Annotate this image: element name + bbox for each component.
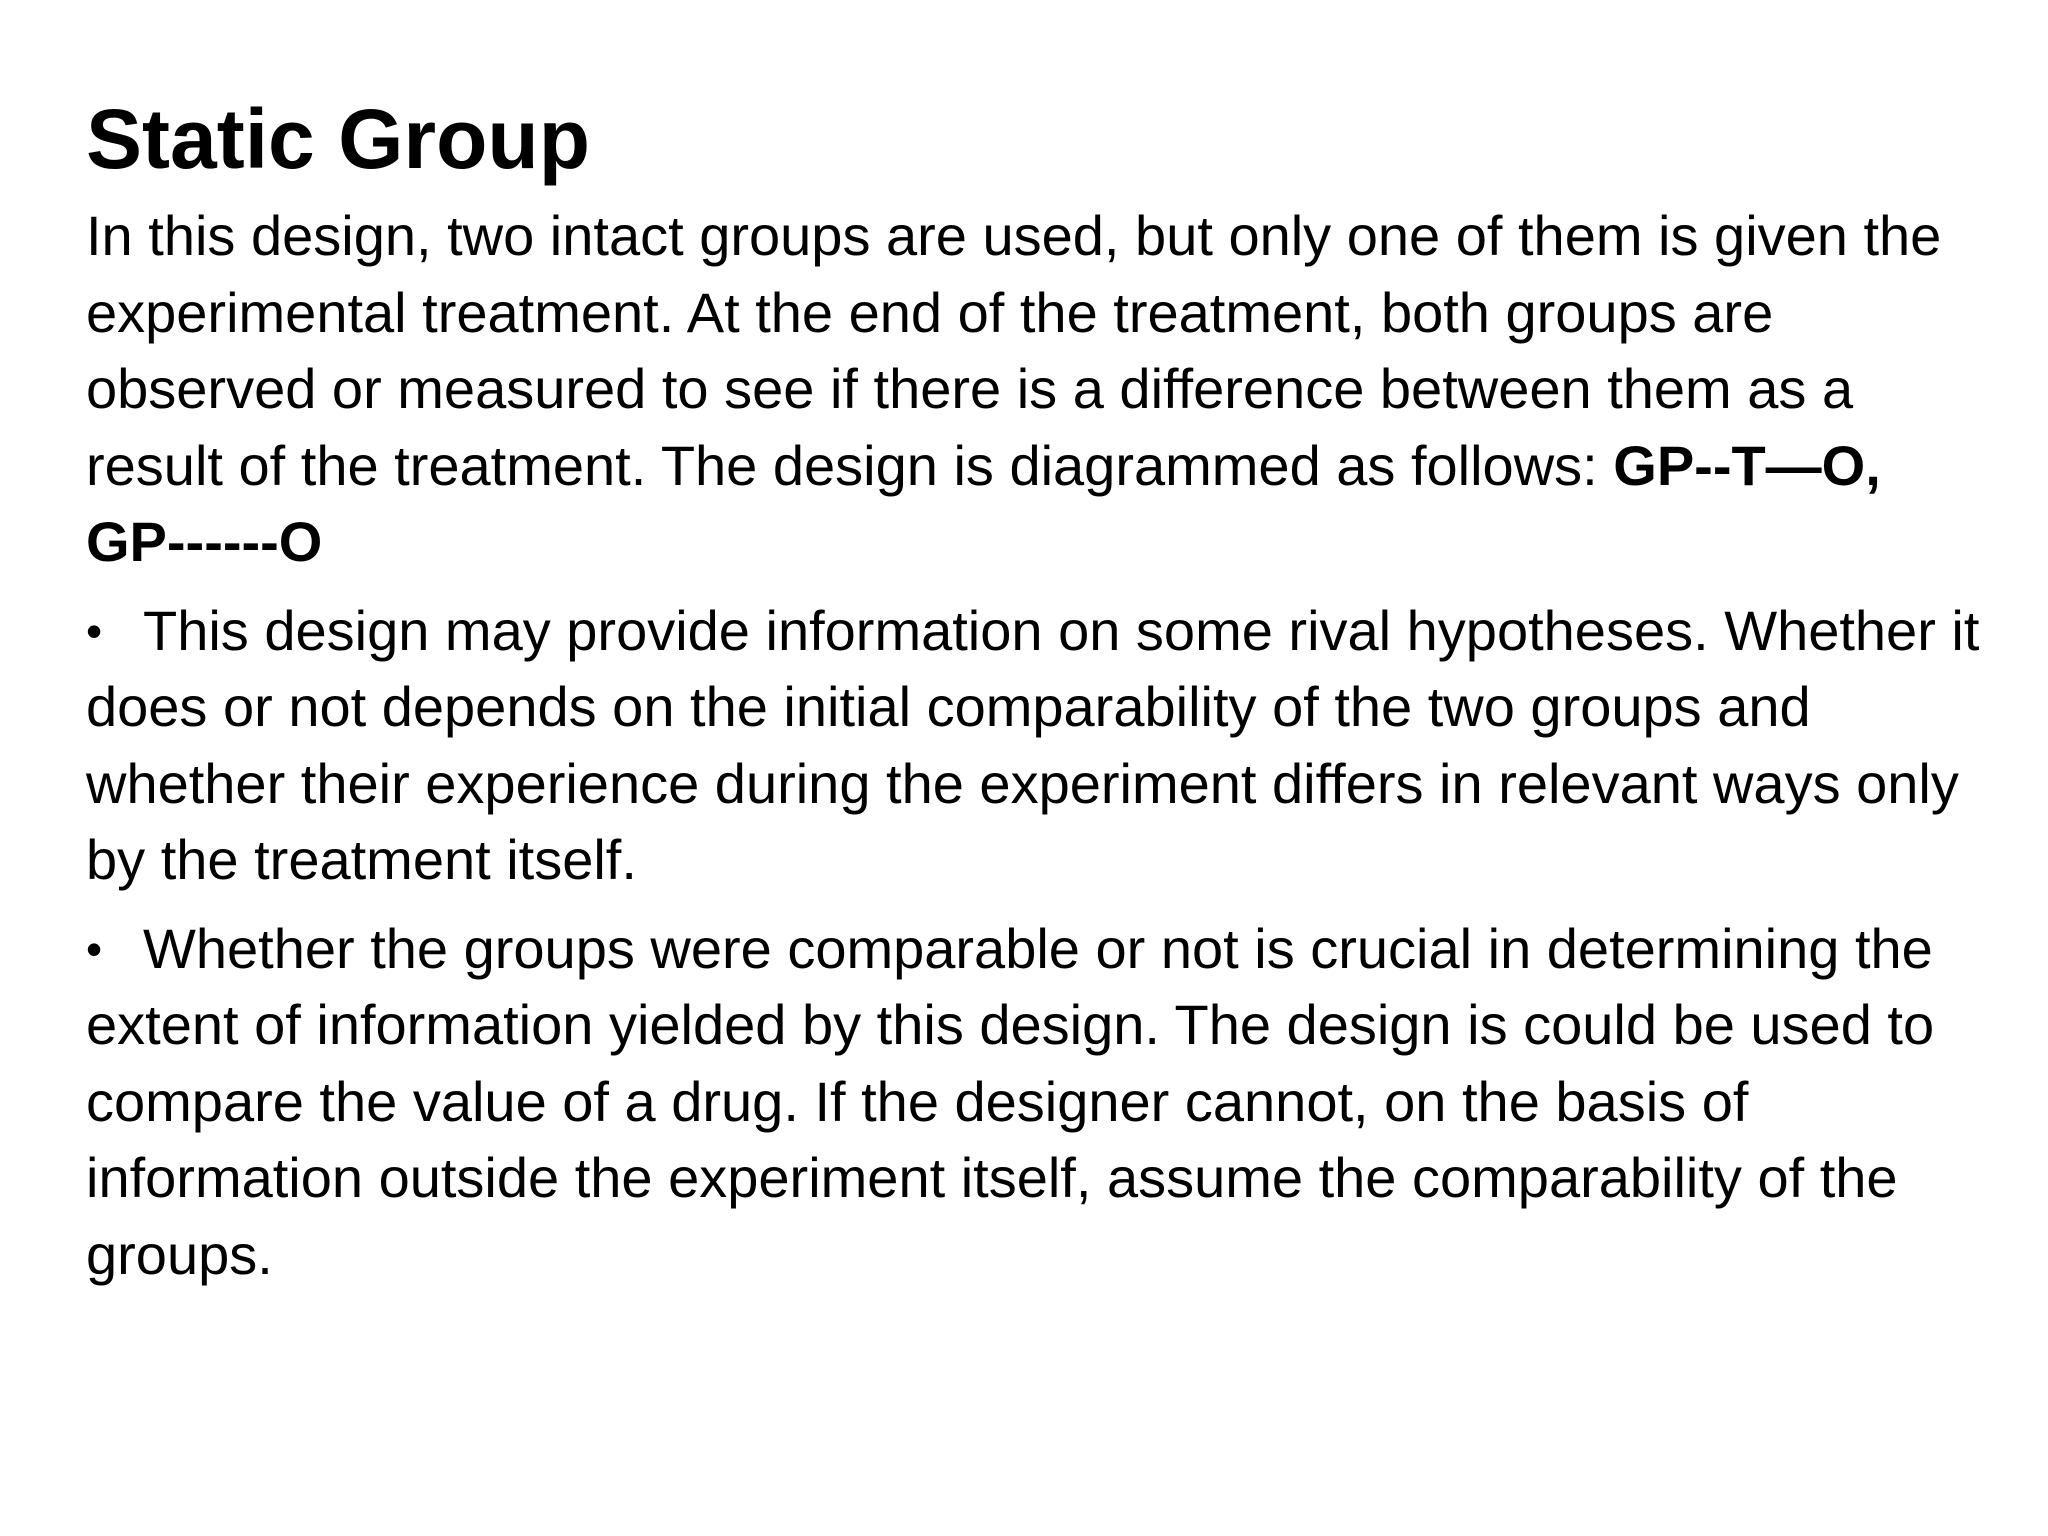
bullet-paragraph-2 [86,911,1988,1294]
bullet-text: This design may provide information on some rival hypotheses. Whether it does or not depends on the initial comparability of the two groups and whether their experience during the experiment differs in relevant ways only by the treatment itself. [86,598,1980,891]
intro-paragraph [86,198,1988,581]
bullet-icon: • [86,604,103,657]
bullet-icon: • [86,922,103,975]
slide-body [86,198,1988,1293]
bullet-text: Whether the groups were comparable or not is crucial in determining the extent of information yielded by this design. The design is could be used to compare the value of a drug. If the designer cannot, on the basis of information outside the experiment itself, assume the comparability of the groups. [86,916,1935,1286]
design-diagram: GP--T—O, GP------O [86,433,1881,573]
intro-text: In this design, two intact groups are used, but only one of them is given the experimental treatment. At the end of the treatment, both groups are observed or measured to see if there is a difference between them as a result of the treatment. The design is diagrammed as follows: [86,204,1942,497]
bullet-paragraph-1 [86,593,1988,899]
slide-title: Static Group [86,92,591,186]
